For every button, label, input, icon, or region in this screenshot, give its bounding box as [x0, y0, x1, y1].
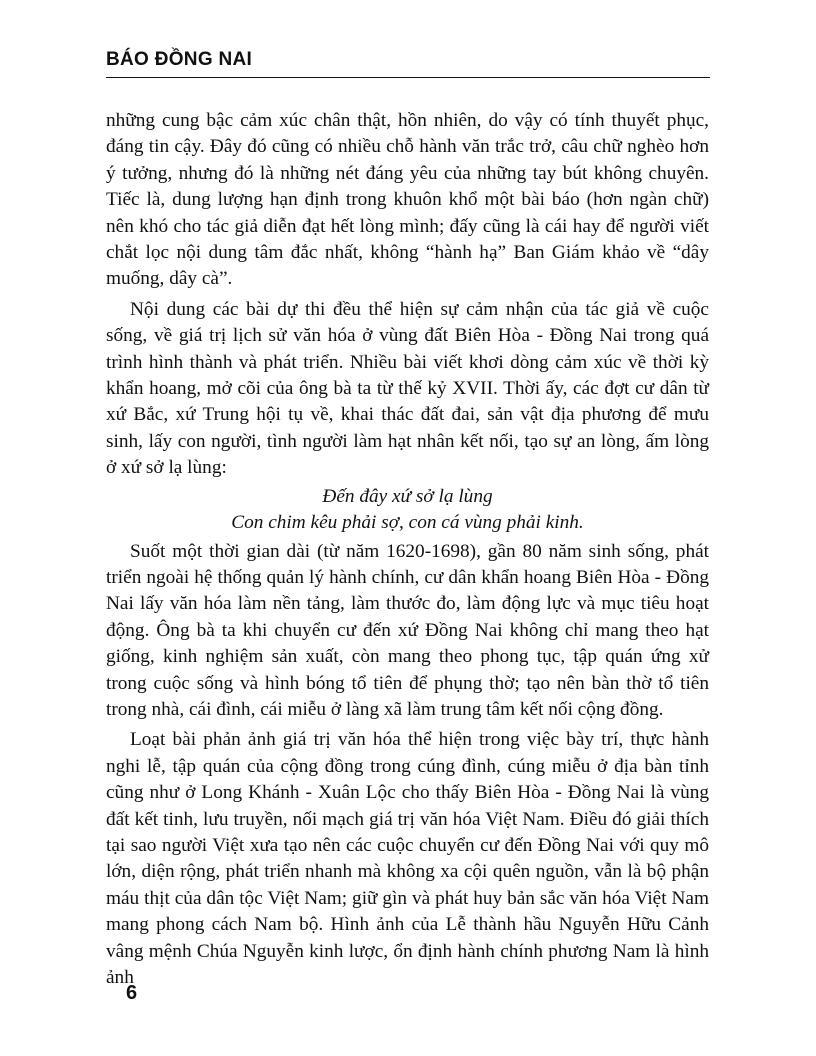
- paragraph: Nội dung các bài dự thi đều thể hiện sự cảm nhận của tác giả về cuộc sống, về giá trị lịch sử văn hóa ở vùng đất Biên Hòa - Đồng Nai trong quá trình hình thành và phát triển. Nhiều bài viết khơi dòng cảm xúc về thời kỳ khẩn hoang, mở cõi của ông bà ta từ thế kỷ XVII. Thời ấy, các đợt cư dân từ xứ Bắc, xứ Trung hội tụ về, khai thác đất đai, sản vật địa phương để mưu sinh, lấy con người, tình người làm hạt nhân kết nối, tạo sự an lòng, ấm lòng ở xứ sở lạ lùng:: [106, 298, 709, 479]
- header-divider: [106, 77, 710, 78]
- paragraph: Suốt một thời gian dài (từ năm 1620-1698), gần 80 năm sinh sống, phát triển ngoài hệ thống quản lý hành chính, cư dân khẩn hoang Biên Hòa - Đồng Nai lấy văn hóa làm nền tảng, làm thước đo, làm động lực và mục tiêu hoạt động. Ông bà ta khi chuyển cư đến xứ Đồng Nai không chỉ mang theo hạt giống, kinh nghiệm sản xuất, còn mang theo phong tục, tập quán ứng xử trong cuộc sống và hình bóng tổ tiên để phụng thờ; tạo nên bàn thờ tổ tiên trong nhà, cái đình, cái miễu ở làng xã làm trung tâm kết nối cộng đồng.: [106, 540, 709, 720]
- article-body: [106, 108, 709, 991]
- paragraph: Loạt bài phản ảnh giá trị văn hóa thể hiện trong việc bày trí, thực hành nghi lễ, tập quán của cộng đồng trong cúng đình, cúng miễu ở địa bàn tỉnh cũng như ở Long Khánh - Xuân Lộc cho thấy Biên Hòa - Đồng Nai là vùng đất kết tinh, lưu truyền, nối mạch giá trị văn hóa Việt Nam. Điều đó giải thích tại sao người Việt xưa tạo nên các cuộc chuyển cư đến Đồng Nai với quy mô lớn, diện rộng, phát triển nhanh mà không xa cội quên nguồn, vẫn là bộ phận máu thịt của dân tộc Việt Nam; giữ gìn và phát huy bản sắc văn hóa Việt Nam mang phong cách Nam bộ. Hình ảnh của Lễ thành hầu Nguyễn Hữu Cảnh vâng mệnh Chúa Nguyễn kinh lược, ổn định hành chính phương Nam là hình ảnh: [106, 729, 709, 988]
- page-number: 6: [126, 982, 138, 1004]
- running-header: BÁO ĐỒNG NAI: [106, 49, 253, 70]
- paragraph-continuation: những cung bậc cảm xúc chân thật, hồn nhiên, do vậy có tính thuyết phục, đáng tin cậy. Đây đó cũng có nhiều chỗ hành văn trắc trở, câu chữ nghèo hơn ý tưởng, nhưng đó là những nét đáng yêu của những tay bút không chuyên. Tiếc là, dung lượng hạn định trong khuôn khổ một bài báo (hơn ngàn chữ) nên khó cho tác giả diễn đạt hết lòng mình; đấy cũng là cái hay để người viết chắt lọc nội dung tâm đắc nhất, không “hành hạ” Ban Giám khảo về “dây muống, dây cà”.: [106, 110, 709, 290]
- verse-line: Con chim kêu phải sợ, con cá vùng phải kinh.: [231, 512, 584, 534]
- verse-line: Đến đây xứ sở lạ lùng: [322, 485, 493, 507]
- verse-quote: [106, 484, 709, 537]
